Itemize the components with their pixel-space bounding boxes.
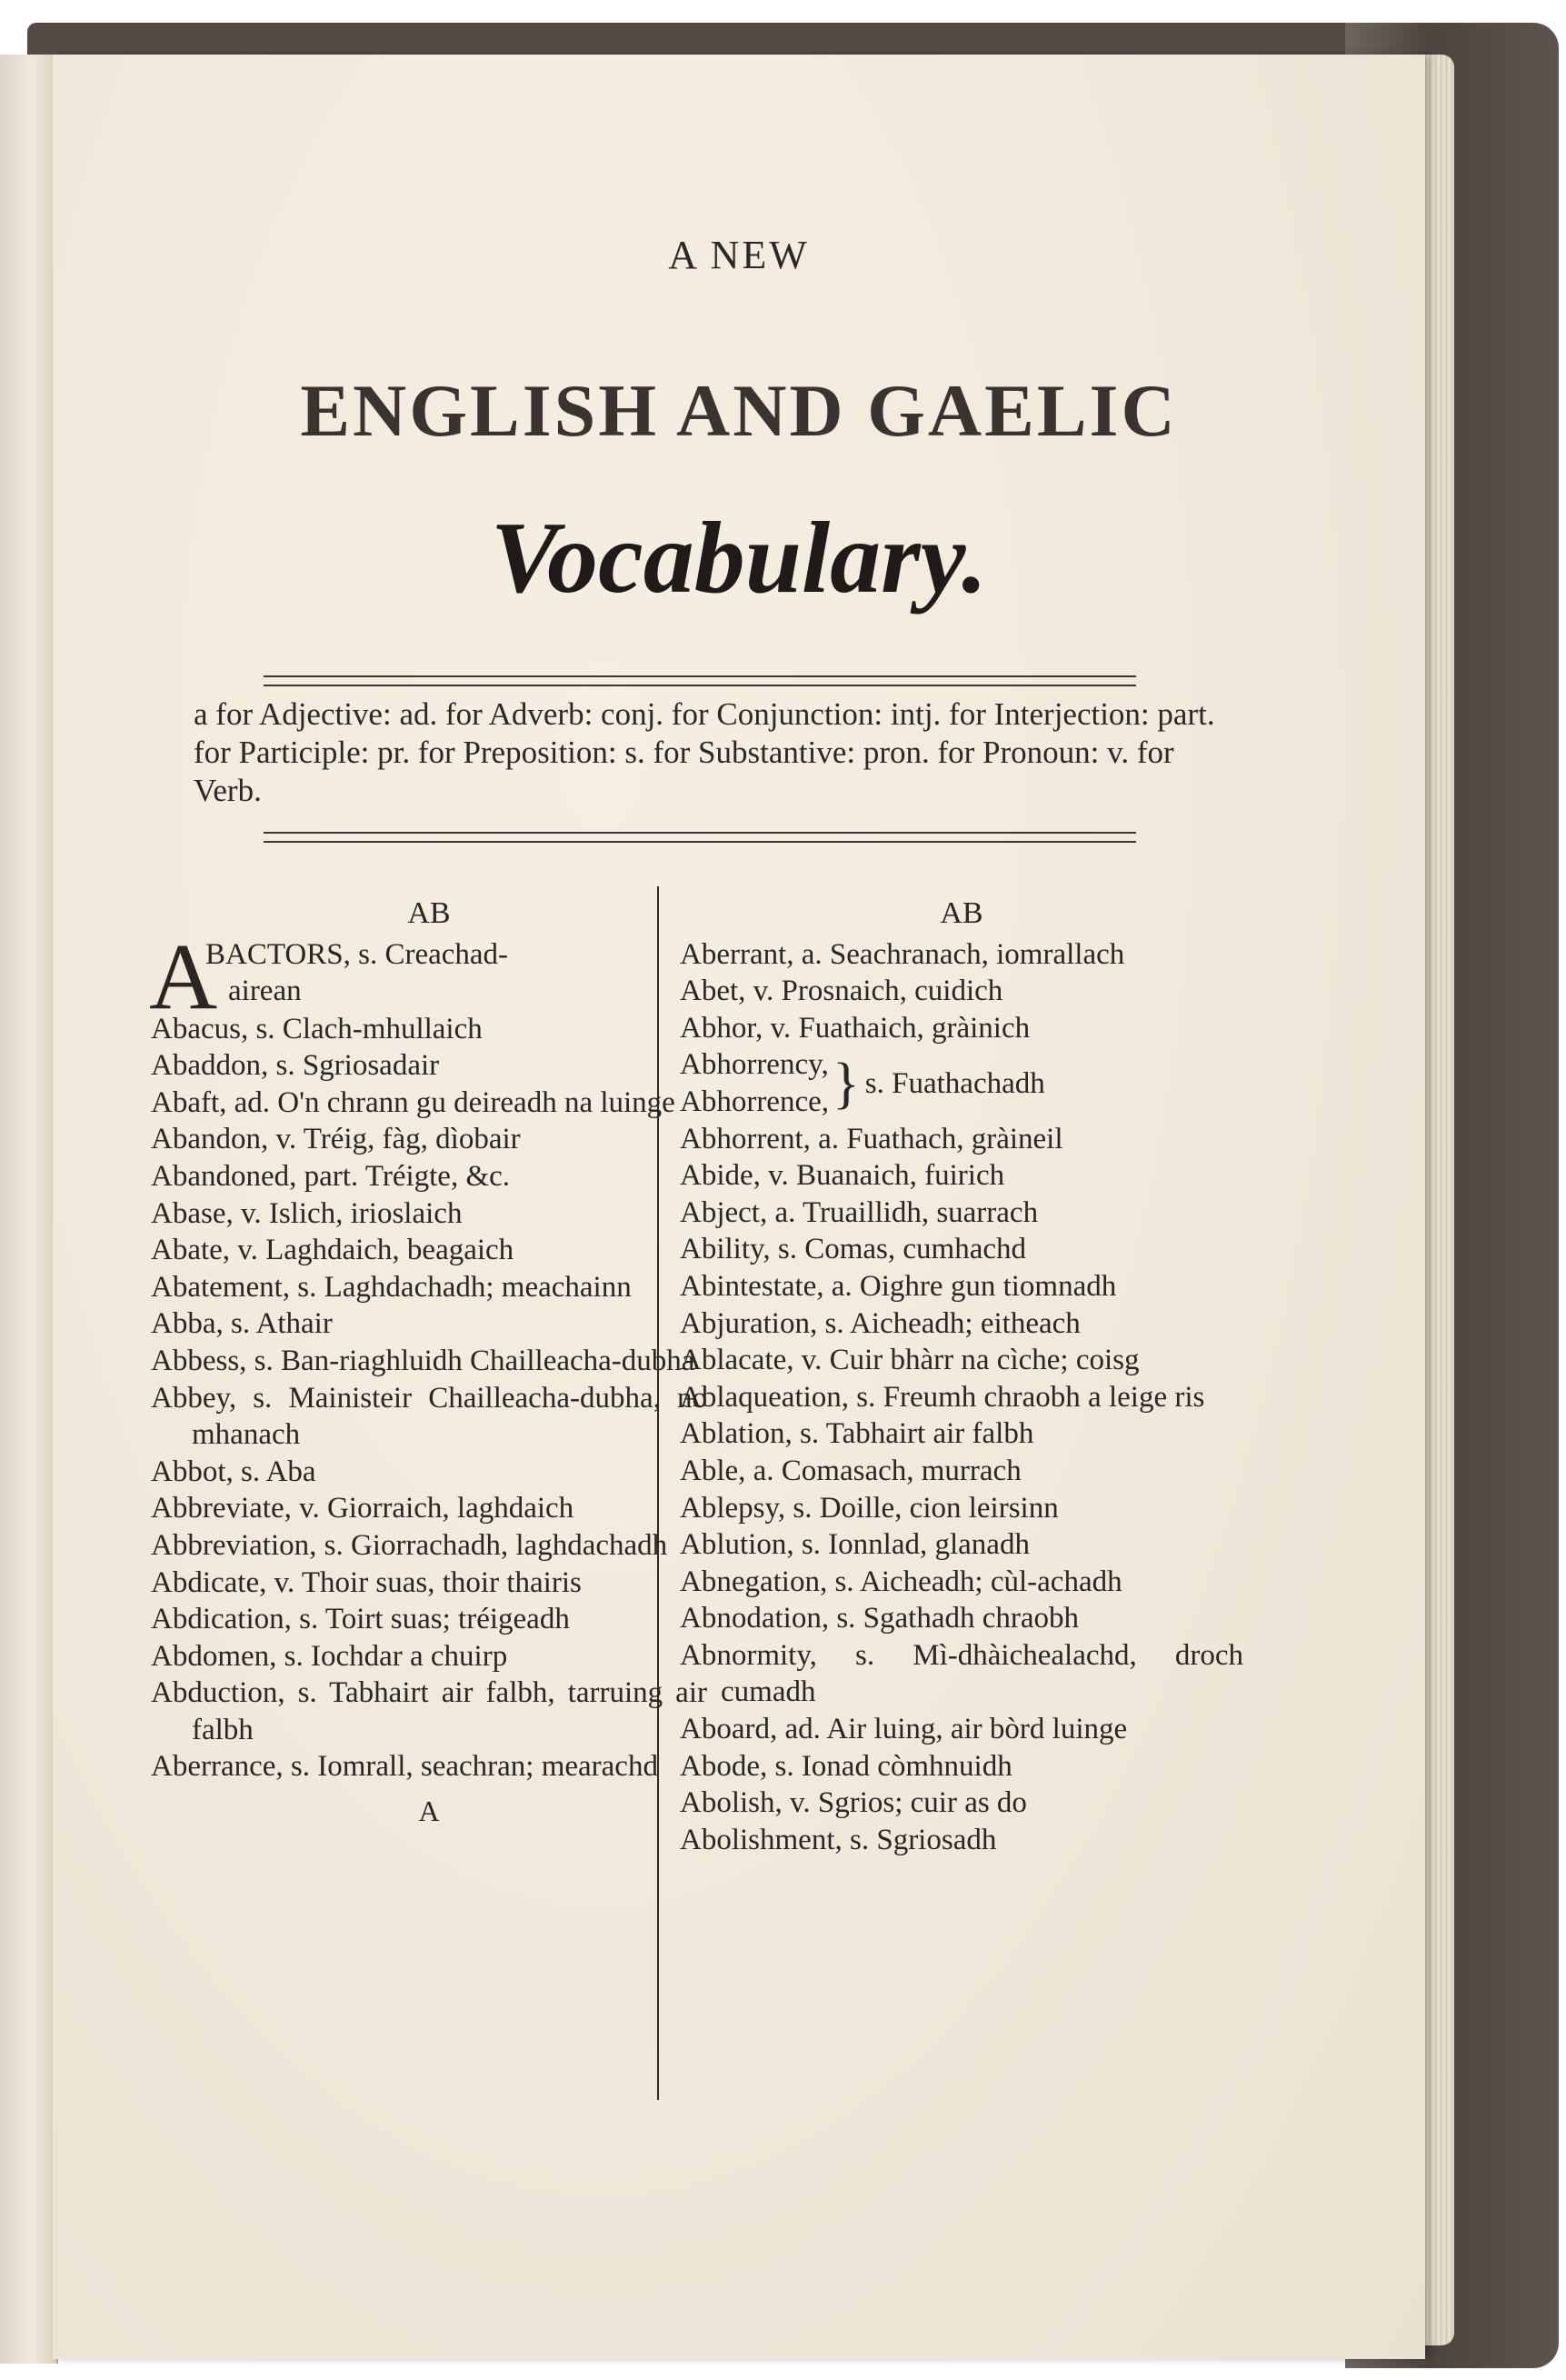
entry: Abide, v. Buanaich, fuirich	[680, 1159, 1005, 1193]
title-page	[53, 55, 1425, 2359]
entry: Aberrant, a. Seachranach, iomrallach	[680, 937, 1125, 971]
facing-page-edge	[0, 55, 58, 2364]
entry: Abnegation, s. Aicheadh; cùl-achadh	[680, 1565, 1122, 1598]
bracketed-entry	[680, 1046, 1243, 1120]
bracket-word: Abhorrency,	[680, 1048, 829, 1082]
entry: Abbess, s. Ban-riaghluidh Chailleacha-dubha	[151, 1344, 695, 1377]
entry: Abjuration, s. Aicheadh; eitheach	[680, 1306, 1081, 1340]
entry: Abandoned, part. Tréigte, &c.	[151, 1159, 511, 1193]
brace-icon: }	[833, 1052, 860, 1115]
first-entry-line: BACTORS, s. Creachad-	[205, 937, 509, 971]
bottom-rule	[264, 832, 1136, 834]
entry: Abaddon, s. Sgriosadair	[151, 1049, 440, 1083]
entry: Abbreviate, v. Giorraich, laghdaich	[151, 1492, 574, 1525]
entry: Ablepsy, s. Doille, cion leirsinn	[680, 1491, 1059, 1525]
title-line-1: A NEW	[668, 233, 810, 277]
entry: Aboard, ad. Air luing, air bòrd luinge	[680, 1713, 1128, 1746]
left-column	[151, 895, 707, 1830]
signature-mark: A	[418, 1795, 440, 1828]
entry: Abandon, v. Tréig, fàg, dìobair	[151, 1123, 521, 1156]
entry: Ability, s. Comas, cumhachd	[680, 1233, 1026, 1266]
bracket-definition: s. Fuathachadh	[864, 1066, 1045, 1100]
bottom-rule-double	[264, 841, 1136, 843]
top-rule	[264, 675, 1136, 677]
entry: Abdomen, s. Iochdar a chuirp	[151, 1639, 508, 1673]
bracket-words	[680, 1046, 829, 1120]
entry: Abolish, v. Sgrios; cuir as do	[680, 1786, 1027, 1820]
entry: Abet, v. Prosnaich, cuidich	[680, 975, 1003, 1008]
abbreviations-key: a for Adjective: ad. for Adverb: conj. for Conjunction: intj. for Interjection: part. for Participle: pr. for Preposition: s. for Substantive: pron. for Pronoun: v. for Verb.	[194, 696, 1215, 808]
entry: Abnormity, s. Mì-dhàichealachd, droch cumadh	[680, 1638, 1243, 1709]
entry: Abolishment, s. Sgriosadh	[680, 1823, 997, 1856]
entry: Ablacate, v. Cuir bhàrr na cìche; coisg	[680, 1344, 1140, 1377]
right-column	[680, 895, 1243, 1858]
entry: Abatement, s. Laghdachadh; meachainn	[151, 1270, 632, 1304]
first-entry-continuation: airean	[228, 975, 302, 1008]
entry: Abduction, s. Tabhairt air falbh, tarruing air falbh	[151, 1676, 707, 1746]
drop-cap: A	[149, 924, 218, 1029]
column-header-left: AB	[407, 896, 451, 930]
entry: Ablution, s. Ionnlad, glanadh	[680, 1528, 1030, 1562]
entry: Ablation, s. Tabhairt air falbh	[680, 1417, 1034, 1451]
bracket-word: Abhorrence,	[680, 1085, 830, 1118]
entry: Abbey, s. Mainisteir Chailleacha-dubha, no mhanach	[151, 1381, 707, 1452]
entry: Abdicate, v. Thoir suas, thoir thairis	[151, 1565, 582, 1599]
entry: Abhorrent, a. Fuathach, gràineil	[680, 1122, 1063, 1155]
entry: Abase, v. Islich, irioslaich	[151, 1196, 463, 1230]
entry: Abba, s. Athair	[151, 1307, 333, 1341]
top-rule-double	[264, 685, 1136, 686]
entry: Abnodation, s. Sgathadh chraobh	[680, 1602, 1080, 1635]
entry: Aberrance, s. Iomrall, seachran; mearachd	[151, 1750, 658, 1784]
entry: Abate, v. Laghdaich, beagaich	[151, 1234, 514, 1267]
entry: Abaft, ad. O'n chrann gu deireadh na luinge	[151, 1085, 675, 1119]
entry: Able, a. Comasach, murrach	[680, 1454, 1022, 1487]
entry: Abject, a. Truaillidh, suarrach	[680, 1195, 1039, 1229]
entry: Abdication, s. Toirt suas; tréigeadh	[151, 1603, 570, 1636]
entry: Abbreviation, s. Giorrachadh, laghdachadh	[151, 1528, 668, 1562]
entry: Ablaqueation, s. Freumh chraobh a leige ris	[680, 1380, 1205, 1414]
entry: Abbot, s. Aba	[151, 1455, 316, 1488]
entry: Abintestate, a. Oighre gun tiomnadh	[680, 1269, 1117, 1303]
title-line-2: ENGLISH AND GAELIC	[300, 369, 1178, 452]
title-line-3: Vocabulary.	[490, 502, 988, 615]
entry: Abode, s. Ionad còmhnuidh	[680, 1749, 1012, 1783]
column-header-right: AB	[940, 896, 983, 930]
entry: Abhor, v. Fuathaich, gràinich	[680, 1011, 1031, 1045]
entry: Abacus, s. Clach-mhullaich	[151, 1012, 483, 1045]
